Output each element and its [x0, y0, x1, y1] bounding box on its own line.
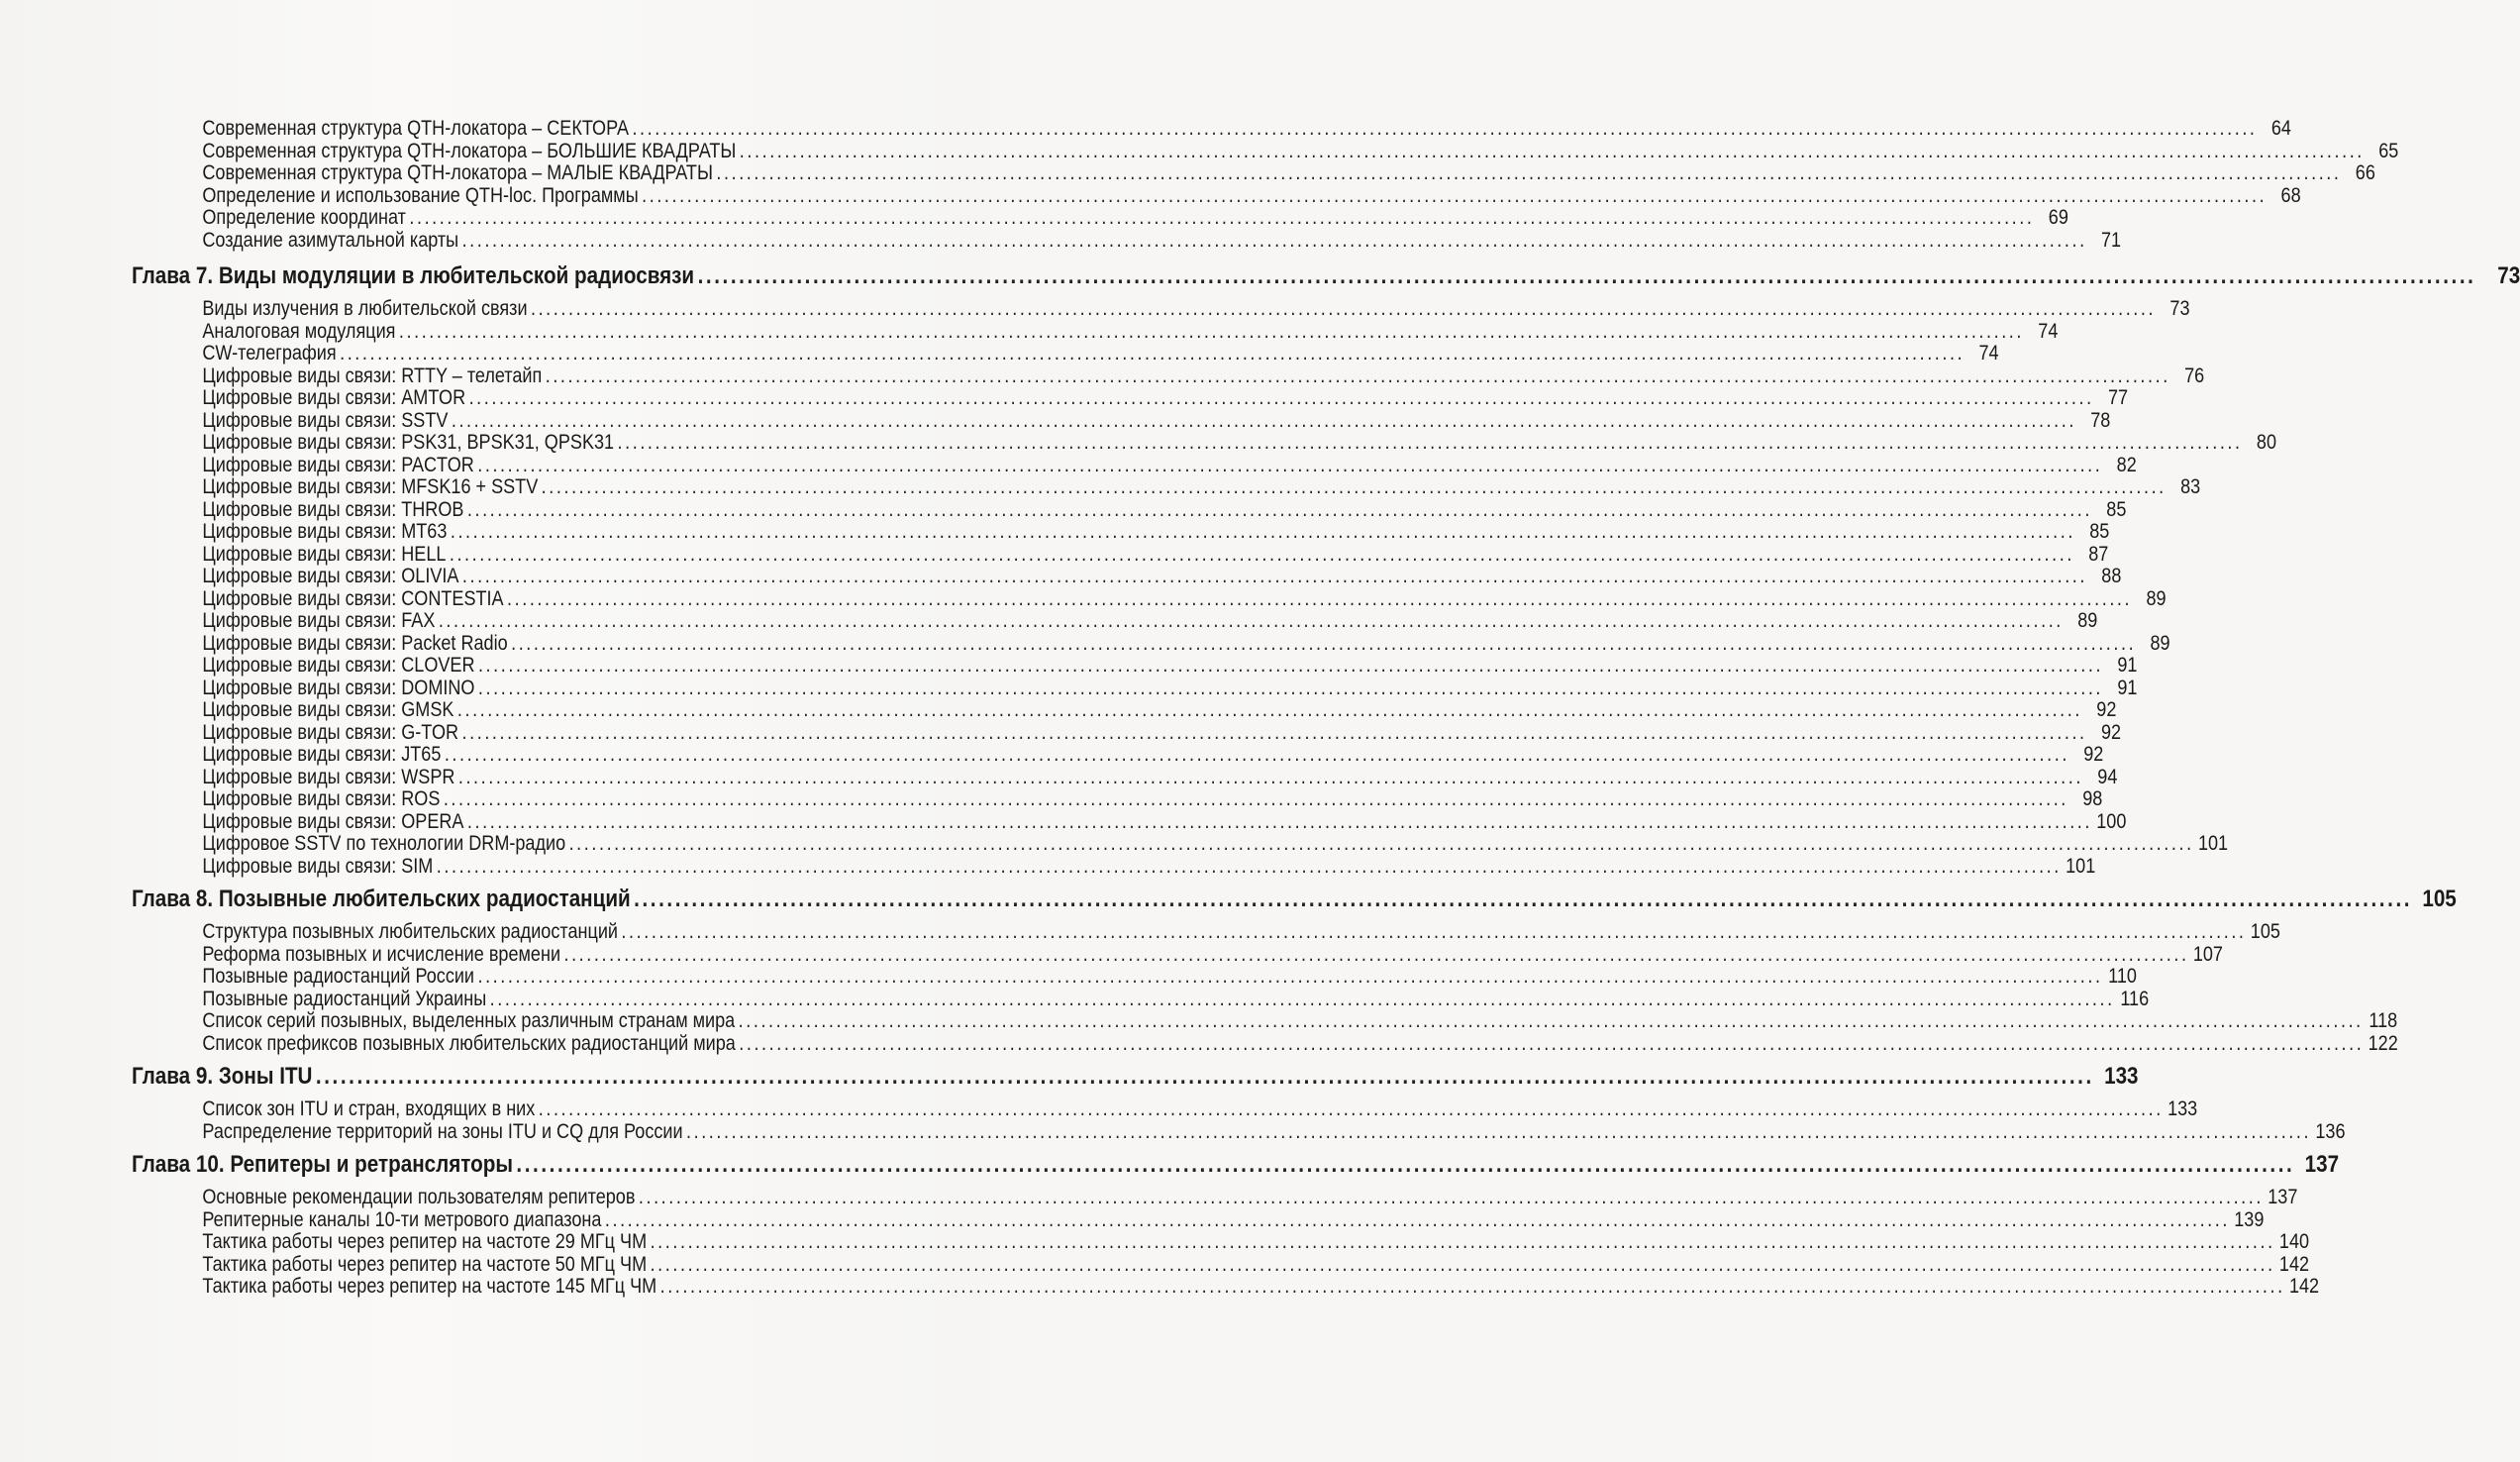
entry-title: Список префиксов позывных любительских радиостанций мира: [202, 1031, 736, 1055]
entry-title: Цифровые виды связи: AMTOR: [202, 386, 466, 409]
entry-page-number: 92: [2083, 743, 2104, 766]
dot-leader: [507, 588, 2132, 611]
entry-title: Цифровые виды связи: CONTESTIA: [202, 586, 504, 610]
toc-entry: [132, 832, 2229, 856]
entry-page-number: 105: [2250, 920, 2280, 943]
entry-title: Цифровые виды связи: MT63: [202, 520, 448, 543]
entry-page-number: 66: [2355, 161, 2375, 184]
toc-entry: [132, 586, 2167, 611]
dot-leader: [444, 788, 2068, 811]
toc-entry: [132, 987, 2150, 1011]
entry-title: Цифровые виды связи: DOMINO: [202, 676, 475, 699]
toc-entry: [132, 453, 2137, 477]
dot-leader: [450, 544, 2074, 567]
entry-title: Цифровые виды связи: SSTV: [202, 408, 449, 432]
toc-entry: [132, 965, 2137, 989]
toc-entry: [132, 920, 2280, 944]
entry-title: Цифровое SSTV по технологии DRM-радио: [202, 832, 566, 855]
dot-leader: [462, 566, 2087, 588]
dot-leader: [739, 1033, 2364, 1056]
entry-title: CW-телеграфия: [202, 342, 337, 365]
dot-leader: [439, 610, 2064, 633]
dot-leader: [467, 811, 2092, 834]
toc-entry: [132, 609, 2098, 633]
toc-entry: [132, 520, 2110, 544]
entry-page-number: 64: [2270, 117, 2291, 140]
dot-leader: [477, 455, 2102, 477]
entry-title: Цифровые виды связи: MFSK16 + SSTV: [202, 475, 539, 498]
entry-page-number: 91: [2117, 676, 2138, 699]
entry-title: Определение координат: [202, 206, 406, 229]
toc-entry: [132, 565, 2122, 588]
toc-chapter-heading: [132, 878, 2457, 921]
table-of-contents: [132, 117, 2520, 1299]
entry-title: Список зон ITU и стран, входящих в них: [202, 1097, 536, 1120]
entry-title: Цифровые виды связи: RTTY – телетайп: [202, 364, 543, 387]
entry-title: Распределение территорий на зоны ITU и CQ для России: [202, 1119, 683, 1143]
toc-entry: [132, 161, 2375, 185]
dot-leader: [409, 207, 2034, 230]
dot-leader: [632, 118, 2257, 141]
entry-page-number: 87: [2088, 542, 2109, 566]
entry-title: Виды излучения в любительской связи: [202, 297, 528, 320]
entry-page-number: 73: [2169, 297, 2190, 320]
toc-entry: [132, 720, 2122, 745]
toc-entry: [132, 475, 2201, 499]
dot-leader: [469, 387, 2094, 410]
dot-leader: [660, 1276, 2285, 1299]
toc-entry: [132, 854, 2096, 879]
entry-title: Тактика работы через репитер на частоте 29 МГц ЧМ: [202, 1230, 648, 1253]
entry-title: Цифровые виды связи: THROB: [202, 497, 464, 521]
toc-chapter-heading: [132, 1143, 2340, 1187]
toc-entry: [132, 364, 2205, 388]
chapter-title: Глава 9. Зоны ITU: [132, 1063, 313, 1090]
entry-title: Позывные радиостанций Украины: [202, 987, 487, 1010]
toc-entry: [132, 1031, 2398, 1056]
dot-leader: [651, 1231, 2275, 1254]
toc-entry: [132, 342, 1999, 366]
entry-title: Определение и использование QTH-loc. Программы: [202, 183, 639, 207]
toc-entry: [132, 1009, 2398, 1033]
entry-title: Цифровые виды связи: CLOVER: [202, 654, 475, 677]
entry-title: Создание азимутальной карты: [202, 228, 459, 252]
toc-chapter-heading: [132, 255, 2520, 298]
entry-page-number: 101: [2066, 854, 2096, 878]
dot-leader: [651, 1254, 2275, 1277]
entry-page-number: 101: [2197, 832, 2229, 855]
toc-entry: [132, 542, 2109, 567]
dot-leader: [563, 944, 2188, 967]
toc-entry: [132, 809, 2127, 834]
entry-page-number: 98: [2082, 787, 2103, 810]
dot-leader: [569, 833, 2194, 856]
chapter-page-number: 105: [2422, 886, 2457, 912]
dot-leader: [467, 499, 2092, 522]
dot-leader: [399, 321, 2024, 344]
toc-entry: [132, 497, 2127, 522]
entry-title: Цифровые виды связи: OPERA: [202, 809, 464, 833]
entry-page-number: 139: [2234, 1207, 2265, 1231]
entry-title: Цифровые виды связи: SIM: [202, 854, 434, 878]
entry-page-number: 88: [2101, 565, 2122, 587]
chapter-page-number: 137: [2304, 1151, 2340, 1178]
entry-page-number: 133: [2167, 1097, 2198, 1120]
entry-page-number: 89: [2146, 586, 2167, 610]
entry-title: Цифровые виды связи: JT65: [202, 743, 442, 766]
entry-title: Репитерные каналы 10-ти метрового диапазона: [202, 1207, 602, 1231]
entry-page-number: 74: [2038, 319, 2059, 343]
toc-entry: [132, 942, 2223, 967]
toc-entry: [132, 765, 2118, 789]
entry-page-number: 110: [2108, 965, 2137, 988]
chapter-title: Глава 8. Позывные любительских радиостанций: [132, 886, 631, 912]
entry-page-number: 136: [2315, 1119, 2346, 1143]
toc-entry: [132, 431, 2277, 455]
dot-leader: [621, 921, 2246, 944]
dot-leader: [340, 343, 1965, 366]
entry-page-number: 71: [2100, 228, 2122, 252]
entry-page-number: 82: [2116, 453, 2137, 476]
entry-title: Цифровые виды связи: GMSK: [202, 698, 454, 721]
toc-entry: [132, 117, 2291, 141]
entry-page-number: 91: [2117, 654, 2138, 677]
entry-title: Цифровые виды связи: OLIVIA: [202, 565, 459, 587]
toc-entry: [132, 408, 2111, 433]
entry-page-number: 142: [2278, 1252, 2310, 1276]
toc-entry: [132, 1207, 2265, 1232]
dot-leader: [462, 722, 2087, 745]
toc-entry: [132, 1230, 2310, 1254]
toc-chapter-heading: [132, 1055, 2139, 1098]
entry-page-number: 77: [2107, 386, 2129, 409]
dot-leader: [546, 366, 2170, 388]
entry-page-number: 137: [2268, 1186, 2298, 1208]
dot-leader: [478, 655, 2103, 678]
toc-entry: [132, 698, 2117, 722]
dot-leader: [634, 878, 2412, 921]
dot-leader: [478, 678, 2103, 700]
entry-page-number: 89: [2150, 631, 2170, 655]
entry-page-number: 76: [2184, 364, 2205, 387]
entry-title: Цифровые виды связи: ROS: [202, 787, 441, 810]
toc-entry: [132, 676, 2138, 700]
toc-entry: [132, 1186, 2298, 1209]
entry-title: Тактика работы через репитер на частоте 145 МГц ЧМ: [202, 1275, 657, 1298]
dot-leader: [437, 856, 2062, 879]
entry-title: Цифровые виды связи: Packet Radio: [202, 631, 508, 655]
entry-title: Современная структура QTH-локатора – БОЛЬШИЕ КВАДРАТЫ: [202, 139, 737, 162]
entry-page-number: 74: [1978, 342, 1999, 365]
entry-page-number: 94: [2097, 765, 2118, 788]
dot-leader: [642, 185, 2267, 208]
dot-leader: [698, 255, 2476, 298]
toc-entry: [132, 743, 2104, 767]
chapter-title: Глава 10. Репитеры и ретрансляторы: [132, 1151, 513, 1178]
dot-leader: [739, 1010, 2364, 1033]
dot-leader: [740, 141, 2365, 163]
dot-leader: [477, 966, 2102, 989]
toc-entry: [132, 654, 2138, 678]
entry-page-number: 100: [2096, 809, 2127, 833]
entry-page-number: 68: [2280, 183, 2301, 207]
toc-entry: [132, 297, 2190, 321]
entry-page-number: 107: [2192, 942, 2223, 966]
dot-leader: [452, 410, 2076, 433]
entry-title: Цифровые виды связи: PACTOR: [202, 453, 474, 476]
entry-title: Цифровые виды связи: WSPR: [202, 765, 455, 788]
dot-leader: [516, 1143, 2294, 1187]
entry-page-number: 92: [2096, 698, 2117, 721]
chapter-page-number: 133: [2104, 1063, 2139, 1090]
dot-leader: [511, 633, 2136, 656]
dot-leader: [716, 162, 2341, 185]
chapter-title: Глава 7. Виды модуляции в любительской радиосвязи: [132, 262, 695, 289]
entry-page-number: 78: [2090, 408, 2111, 432]
dot-leader: [458, 767, 2083, 789]
entry-page-number: 80: [2256, 431, 2277, 454]
dot-leader: [686, 1121, 2311, 1144]
entry-page-number: 89: [2077, 609, 2098, 632]
toc-entry: [132, 386, 2129, 410]
toc-entry: [132, 206, 2068, 230]
toc-entry: [132, 1275, 2320, 1299]
entry-title: Цифровые виды связи: G-TOR: [202, 720, 459, 744]
entry-title: Тактика работы через репитер на частоте 50 МГц ЧМ: [202, 1252, 648, 1276]
entry-title: Аналоговая модуляция: [202, 319, 396, 343]
dot-leader: [462, 230, 2087, 253]
dot-leader: [542, 476, 2167, 499]
toc-entry: [132, 139, 2399, 163]
entry-title: Позывные радиостанций России: [202, 965, 475, 988]
entry-page-number: 85: [2089, 520, 2110, 543]
entry-page-number: 116: [2120, 987, 2150, 1010]
dot-leader: [445, 744, 2069, 767]
toc-entry: [132, 1252, 2310, 1277]
entry-title: Основные рекомендации пользователям репитеров: [202, 1186, 636, 1208]
entry-page-number: 118: [2369, 1009, 2398, 1032]
toc-entry: [132, 183, 2301, 208]
chapter-page-number: 73: [2497, 262, 2520, 289]
toc-entry: [132, 228, 2122, 253]
entry-page-number: 85: [2106, 497, 2127, 521]
entry-page-number: 122: [2368, 1031, 2398, 1055]
entry-page-number: 65: [2378, 139, 2399, 162]
dot-leader: [451, 521, 2075, 544]
entry-title: Реформа позывных и исчисление времени: [202, 942, 561, 966]
toc-entry: [132, 631, 2170, 656]
dot-leader: [618, 432, 2243, 455]
dot-leader: [639, 1187, 2264, 1209]
entry-title: Цифровые виды связи: FAX: [202, 609, 436, 632]
dot-leader: [539, 1098, 2164, 1121]
entry-title: Цифровые виды связи: HELL: [202, 542, 447, 566]
toc-entry: [132, 319, 2059, 344]
dot-leader: [316, 1055, 2094, 1098]
toc-entry: [132, 787, 2103, 811]
entry-page-number: 83: [2180, 475, 2201, 498]
toc-entry: [132, 1097, 2198, 1121]
dot-leader: [531, 298, 2156, 321]
entry-page-number: 69: [2048, 206, 2068, 229]
entry-page-number: 92: [2100, 720, 2122, 744]
dot-leader: [490, 989, 2115, 1011]
dot-leader: [457, 699, 2082, 722]
entry-title: Структура позывных любительских радиостанций: [202, 920, 618, 943]
entry-page-number: 142: [2288, 1275, 2320, 1298]
dot-leader: [605, 1209, 2230, 1232]
toc-entry: [132, 1119, 2346, 1144]
entry-title: Современная структура QTH-локатора – СЕКТОРА: [202, 117, 629, 140]
entry-title: Список серий позывных, выделенных различным странам мира: [202, 1009, 736, 1032]
entry-page-number: 140: [2278, 1230, 2310, 1253]
entry-title: Современная структура QTH-локатора – МАЛЫЕ КВАДРАТЫ: [202, 161, 713, 184]
entry-title: Цифровые виды связи: PSK31, BPSK31, QPSK31: [202, 431, 615, 454]
